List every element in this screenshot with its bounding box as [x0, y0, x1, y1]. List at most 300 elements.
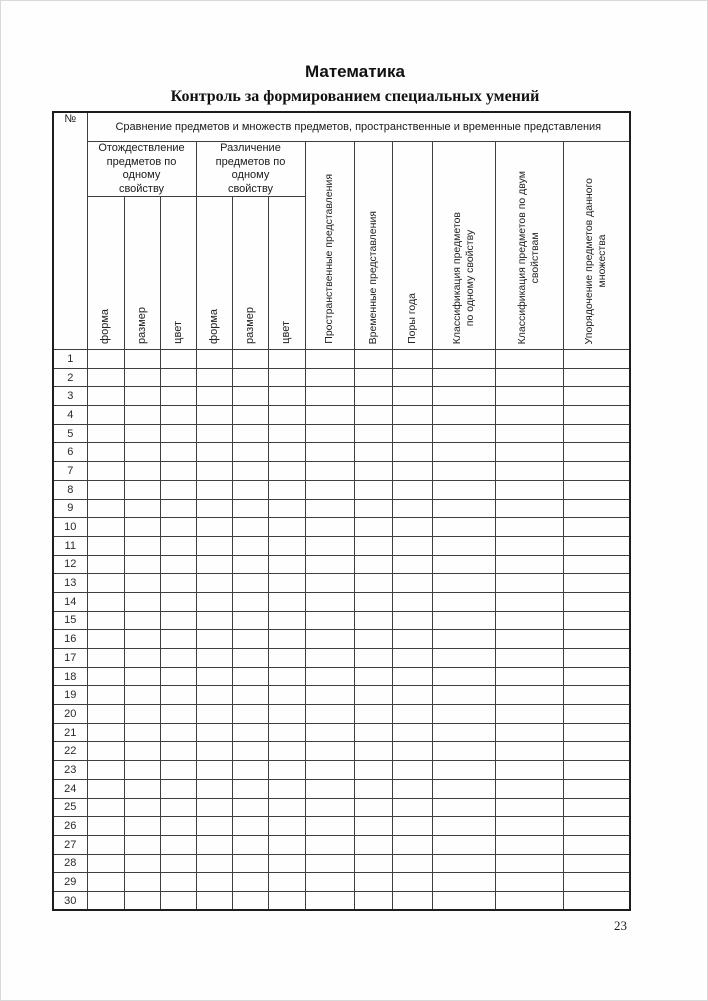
empty-cell	[354, 443, 392, 462]
empty-cell	[87, 854, 124, 873]
table-row	[53, 462, 630, 481]
empty-cell	[392, 424, 432, 443]
group-header-differentiation: Различение предметов по одному свойству	[196, 142, 305, 197]
empty-cell	[196, 611, 232, 630]
empty-cell	[160, 350, 196, 369]
empty-cell	[563, 686, 630, 705]
empty-cell	[196, 406, 232, 425]
empty-cell	[160, 480, 196, 499]
empty-cell	[232, 891, 268, 910]
empty-cell	[432, 891, 495, 910]
empty-cell	[305, 761, 354, 780]
empty-cell	[87, 817, 124, 836]
row-number: 11	[53, 536, 87, 555]
row-number: 21	[53, 723, 87, 742]
empty-cell	[354, 555, 392, 574]
empty-cell	[124, 387, 160, 406]
table-header	[53, 112, 630, 350]
empty-cell	[196, 499, 232, 518]
empty-cell	[432, 779, 495, 798]
empty-cell	[432, 387, 495, 406]
empty-cell	[305, 723, 354, 742]
empty-cell	[392, 518, 432, 537]
row-number: 5	[53, 424, 87, 443]
vertical-label: размер	[243, 307, 256, 344]
row-number: 28	[53, 854, 87, 873]
empty-cell	[432, 406, 495, 425]
empty-cell	[563, 835, 630, 854]
empty-cell	[354, 462, 392, 481]
table-row	[53, 480, 630, 499]
empty-cell	[124, 555, 160, 574]
empty-cell	[305, 667, 354, 686]
empty-cell	[124, 350, 160, 369]
empty-cell	[232, 779, 268, 798]
empty-cell	[305, 536, 354, 555]
empty-cell	[124, 817, 160, 836]
empty-cell	[432, 592, 495, 611]
empty-cell	[305, 592, 354, 611]
empty-cell	[87, 499, 124, 518]
empty-cell	[432, 649, 495, 668]
empty-cell	[87, 518, 124, 537]
empty-cell	[305, 518, 354, 537]
empty-cell	[124, 462, 160, 481]
empty-cell	[124, 574, 160, 593]
row-number: 19	[53, 686, 87, 705]
empty-cell	[354, 592, 392, 611]
empty-cell	[160, 536, 196, 555]
empty-cell	[196, 798, 232, 817]
empty-cell	[160, 742, 196, 761]
empty-cell	[268, 723, 305, 742]
empty-cell	[160, 518, 196, 537]
empty-cell	[432, 462, 495, 481]
empty-cell	[124, 499, 160, 518]
empty-cell	[196, 518, 232, 537]
table-row	[53, 536, 630, 555]
empty-cell	[268, 891, 305, 910]
table-row	[53, 630, 630, 649]
empty-cell	[160, 368, 196, 387]
empty-cell	[196, 350, 232, 369]
empty-cell	[124, 854, 160, 873]
empty-cell	[354, 630, 392, 649]
empty-cell	[232, 536, 268, 555]
empty-cell	[232, 742, 268, 761]
table-row	[53, 779, 630, 798]
empty-cell	[196, 555, 232, 574]
vertical-label: Поры года	[405, 293, 418, 344]
empty-cell	[392, 873, 432, 892]
vertical-label: Временные представления	[366, 210, 379, 344]
empty-cell	[232, 854, 268, 873]
empty-cell	[354, 350, 392, 369]
empty-cell	[232, 387, 268, 406]
empty-cell	[87, 686, 124, 705]
empty-cell	[495, 574, 563, 593]
row-number: 4	[53, 406, 87, 425]
table-main-header: Сравнение предметов и множеств предметов, пространственные и временные представления	[87, 112, 630, 142]
empty-cell	[305, 574, 354, 593]
empty-cell	[354, 406, 392, 425]
empty-cell	[124, 424, 160, 443]
empty-cell	[432, 723, 495, 742]
empty-cell	[563, 891, 630, 910]
row-number: 18	[53, 667, 87, 686]
table-row	[53, 686, 630, 705]
table-row	[53, 350, 630, 369]
empty-cell	[432, 499, 495, 518]
empty-cell	[495, 387, 563, 406]
empty-cell	[196, 387, 232, 406]
empty-cell	[563, 611, 630, 630]
empty-cell	[495, 742, 563, 761]
empty-cell	[124, 891, 160, 910]
empty-cell	[354, 723, 392, 742]
empty-cell	[354, 686, 392, 705]
empty-cell	[392, 835, 432, 854]
empty-cell	[563, 518, 630, 537]
column-header-seasons	[392, 142, 432, 350]
empty-cell	[432, 854, 495, 873]
empty-cell	[354, 667, 392, 686]
empty-cell	[354, 891, 392, 910]
empty-cell	[87, 891, 124, 910]
empty-cell	[87, 667, 124, 686]
row-number: 14	[53, 592, 87, 611]
empty-cell	[354, 798, 392, 817]
empty-cell	[354, 368, 392, 387]
empty-cell	[160, 424, 196, 443]
empty-cell	[495, 630, 563, 649]
empty-cell	[563, 705, 630, 724]
empty-cell	[268, 835, 305, 854]
empty-cell	[268, 686, 305, 705]
empty-cell	[305, 649, 354, 668]
empty-cell	[392, 499, 432, 518]
row-number: 20	[53, 705, 87, 724]
empty-cell	[160, 798, 196, 817]
empty-cell	[563, 779, 630, 798]
column-header-color-identification	[160, 197, 196, 350]
empty-cell	[563, 667, 630, 686]
empty-cell	[563, 817, 630, 836]
empty-cell	[87, 630, 124, 649]
empty-cell	[87, 835, 124, 854]
row-number: 10	[53, 518, 87, 537]
vertical-label: Классификация предметов по двум свойствам	[516, 170, 541, 344]
empty-cell	[196, 536, 232, 555]
table-row	[53, 424, 630, 443]
row-number: 7	[53, 462, 87, 481]
row-number: 3	[53, 387, 87, 406]
empty-cell	[495, 723, 563, 742]
empty-cell	[432, 873, 495, 892]
empty-cell	[305, 873, 354, 892]
empty-cell	[124, 798, 160, 817]
row-number: 25	[53, 798, 87, 817]
empty-cell	[87, 387, 124, 406]
empty-cell	[124, 705, 160, 724]
empty-cell	[268, 480, 305, 499]
empty-cell	[124, 518, 160, 537]
empty-cell	[124, 873, 160, 892]
empty-cell	[232, 443, 268, 462]
row-number: 23	[53, 761, 87, 780]
empty-cell	[392, 536, 432, 555]
empty-cell	[232, 480, 268, 499]
empty-cell	[495, 891, 563, 910]
empty-cell	[268, 761, 305, 780]
empty-cell	[196, 424, 232, 443]
vertical-label: форма	[99, 309, 111, 344]
empty-cell	[563, 649, 630, 668]
vertical-label: размер	[135, 307, 148, 344]
empty-cell	[305, 462, 354, 481]
empty-cell	[392, 387, 432, 406]
empty-cell	[87, 536, 124, 555]
empty-cell	[87, 574, 124, 593]
table-row	[53, 705, 630, 724]
row-number: 9	[53, 499, 87, 518]
empty-cell	[196, 630, 232, 649]
empty-cell	[160, 817, 196, 836]
group-header-identification: Отождествление предметов по одному свойству	[87, 142, 196, 197]
empty-cell	[268, 611, 305, 630]
header-row-main	[53, 112, 630, 142]
column-header-spatial-representations	[305, 142, 354, 350]
empty-cell	[495, 873, 563, 892]
table-row	[53, 518, 630, 537]
empty-cell	[305, 835, 354, 854]
empty-cell	[354, 480, 392, 499]
empty-cell	[563, 350, 630, 369]
empty-cell	[392, 779, 432, 798]
table-body	[53, 350, 630, 911]
empty-cell	[432, 480, 495, 499]
empty-cell	[196, 705, 232, 724]
empty-cell	[354, 854, 392, 873]
empty-cell	[432, 611, 495, 630]
empty-cell	[392, 686, 432, 705]
empty-cell	[232, 574, 268, 593]
empty-cell	[495, 817, 563, 836]
empty-cell	[268, 873, 305, 892]
table-row	[53, 742, 630, 761]
row-number: 16	[53, 630, 87, 649]
column-header-classification-two-properties	[495, 142, 563, 350]
empty-cell	[268, 499, 305, 518]
empty-cell	[268, 424, 305, 443]
empty-cell	[87, 873, 124, 892]
table-row	[53, 798, 630, 817]
empty-cell	[268, 817, 305, 836]
empty-cell	[87, 592, 124, 611]
empty-cell	[563, 798, 630, 817]
empty-cell	[305, 406, 354, 425]
empty-cell	[392, 592, 432, 611]
row-number: 6	[53, 443, 87, 462]
empty-cell	[232, 817, 268, 836]
empty-cell	[160, 387, 196, 406]
empty-cell	[432, 424, 495, 443]
vertical-label: Классификация предметов по одному свойству	[450, 211, 476, 344]
empty-cell	[392, 462, 432, 481]
empty-cell	[124, 592, 160, 611]
table-row	[53, 592, 630, 611]
empty-cell	[124, 667, 160, 686]
empty-cell	[87, 480, 124, 499]
empty-cell	[392, 798, 432, 817]
empty-cell	[124, 406, 160, 425]
empty-cell	[87, 350, 124, 369]
empty-cell	[305, 854, 354, 873]
empty-cell	[196, 686, 232, 705]
table-row	[53, 817, 630, 836]
empty-cell	[563, 387, 630, 406]
empty-cell	[392, 480, 432, 499]
empty-cell	[196, 462, 232, 481]
empty-cell	[268, 742, 305, 761]
column-header-size-differentiation	[232, 197, 268, 350]
empty-cell	[563, 742, 630, 761]
empty-cell	[354, 835, 392, 854]
row-number: 30	[53, 891, 87, 910]
empty-cell	[232, 686, 268, 705]
vertical-label: Упорядочение предметов данного множества	[583, 177, 609, 344]
empty-cell	[305, 742, 354, 761]
empty-cell	[268, 649, 305, 668]
empty-cell	[160, 761, 196, 780]
empty-cell	[563, 555, 630, 574]
row-number: 27	[53, 835, 87, 854]
empty-cell	[160, 592, 196, 611]
empty-cell	[160, 891, 196, 910]
empty-cell	[354, 499, 392, 518]
empty-cell	[196, 779, 232, 798]
empty-cell	[305, 350, 354, 369]
row-number: 29	[53, 873, 87, 892]
empty-cell	[232, 723, 268, 742]
empty-cell	[268, 667, 305, 686]
empty-cell	[268, 350, 305, 369]
empty-cell	[160, 499, 196, 518]
empty-cell	[563, 592, 630, 611]
empty-cell	[432, 443, 495, 462]
column-header-number: №	[53, 112, 87, 350]
empty-cell	[495, 611, 563, 630]
empty-cell	[432, 835, 495, 854]
empty-cell	[563, 574, 630, 593]
empty-cell	[268, 518, 305, 537]
empty-cell	[432, 761, 495, 780]
empty-cell	[563, 873, 630, 892]
empty-cell	[87, 798, 124, 817]
empty-cell	[268, 705, 305, 724]
empty-cell	[87, 723, 124, 742]
empty-cell	[305, 630, 354, 649]
empty-cell	[495, 406, 563, 425]
empty-cell	[563, 499, 630, 518]
column-header-shape-differentiation	[196, 197, 232, 350]
empty-cell	[563, 761, 630, 780]
row-number: 12	[53, 555, 87, 574]
empty-cell	[160, 555, 196, 574]
table-row	[53, 761, 630, 780]
empty-cell	[160, 611, 196, 630]
empty-cell	[432, 817, 495, 836]
empty-cell	[232, 630, 268, 649]
empty-cell	[392, 723, 432, 742]
empty-cell	[495, 667, 563, 686]
empty-cell	[160, 443, 196, 462]
empty-cell	[124, 368, 160, 387]
empty-cell	[432, 536, 495, 555]
empty-cell	[495, 443, 563, 462]
empty-cell	[87, 555, 124, 574]
empty-cell	[268, 592, 305, 611]
empty-cell	[305, 798, 354, 817]
empty-cell	[232, 518, 268, 537]
empty-cell	[268, 798, 305, 817]
empty-cell	[305, 424, 354, 443]
empty-cell	[232, 761, 268, 780]
empty-cell	[392, 705, 432, 724]
empty-cell	[354, 873, 392, 892]
column-header-classification-one-property	[432, 142, 495, 350]
table-row	[53, 555, 630, 574]
empty-cell	[160, 723, 196, 742]
empty-cell	[232, 406, 268, 425]
empty-cell	[354, 742, 392, 761]
empty-cell	[232, 592, 268, 611]
empty-cell	[232, 611, 268, 630]
empty-cell	[87, 368, 124, 387]
empty-cell	[232, 667, 268, 686]
empty-cell	[124, 649, 160, 668]
empty-cell	[196, 873, 232, 892]
row-number: 24	[53, 779, 87, 798]
empty-cell	[160, 686, 196, 705]
empty-cell	[196, 574, 232, 593]
vertical-label: цвет	[171, 321, 184, 344]
empty-cell	[432, 368, 495, 387]
empty-cell	[160, 779, 196, 798]
empty-cell	[268, 555, 305, 574]
row-number: 1	[53, 350, 87, 369]
empty-cell	[563, 424, 630, 443]
empty-cell	[160, 406, 196, 425]
empty-cell	[392, 817, 432, 836]
empty-cell	[495, 555, 563, 574]
empty-cell	[495, 368, 563, 387]
table-row	[53, 891, 630, 910]
empty-cell	[392, 611, 432, 630]
column-header-color-differentiation	[268, 197, 305, 350]
empty-cell	[563, 406, 630, 425]
row-number: 8	[53, 480, 87, 499]
empty-cell	[495, 499, 563, 518]
empty-cell	[232, 424, 268, 443]
empty-cell	[124, 723, 160, 742]
empty-cell	[232, 368, 268, 387]
empty-cell	[268, 630, 305, 649]
table-row	[53, 667, 630, 686]
empty-cell	[196, 649, 232, 668]
empty-cell	[392, 406, 432, 425]
empty-cell	[160, 649, 196, 668]
